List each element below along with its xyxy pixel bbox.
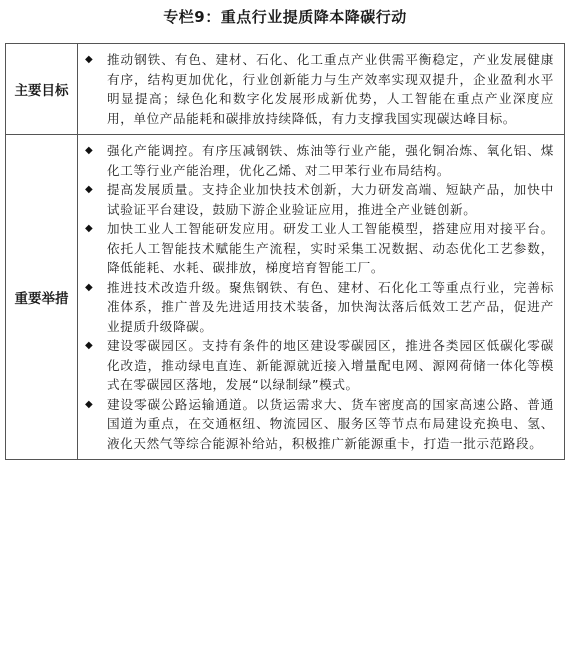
section-row-goals xyxy=(6,44,565,135)
section-row-measures xyxy=(6,135,565,460)
list-item-text: 建设零碳园区。支持有条件的地区建设零碳园区，推进各类园区低碳化零碳化改造，推动绿电直连、新能源就近接入增量配电网、源网荷储一体化等模式在零碳园区落地，发展“以绿制绿”模式。 xyxy=(107,338,554,392)
list-item xyxy=(85,278,554,337)
diamond-bullet-icon: ◆ xyxy=(85,398,94,410)
diamond-bullet-icon: ◆ xyxy=(85,54,94,65)
list-item xyxy=(85,141,554,180)
list-item-text: 加快工业人工智能研发应用。研发工业人工智能模型，搭建应用对接平台。依托人工智能技术赋能生产流程，实时采集工况数据、动态优化工艺参数，降低能耗、水耗、碳排放，梯度培育智能工厂。 xyxy=(107,221,554,275)
diamond-bullet-icon: ◆ xyxy=(85,340,94,351)
list-item-text: 建设零碳公路运输通道。以货运需求大、货车密度高的国家高速公路、普通国道为重点，在交通枢纽、物流园区、服务区等节点布局建设充换电、氢、液化天然气等综合能源补给站，积极推广新能源重卡，打造一批示范路段。 xyxy=(107,396,554,451)
list-item xyxy=(85,395,554,454)
list-item xyxy=(85,336,554,395)
content-table xyxy=(5,43,565,460)
section-label-measures: 重要举措 xyxy=(6,135,78,460)
column-title: 专栏9：重点行业提质降本降碳行动 xyxy=(163,8,407,26)
list-item-text: 强化产能调控。有序压减钢铁、炼油等行业产能，强化铜冶炼、氧化铝、煤化工等行业产能治理，优化乙烯、对二甲苯行业布局结构。 xyxy=(107,143,554,178)
list-item-text: 推进技术改造升级。聚焦钢铁、有色、建材、石化化工等重点行业，完善标准体系，推广普及先进适用技术装备，加快淘汰落后低效工艺产品，促进产业提质升级降碳。 xyxy=(107,279,554,334)
list-item xyxy=(85,219,554,278)
list-item xyxy=(85,180,554,219)
diamond-bullet-icon: ◆ xyxy=(85,223,94,234)
list-item-text: 提高发展质量。支持企业加快技术创新，大力研发高端、短缺产品，加快中试验证平台建设，鼓励下游企业验证应用，推进全产业链创新。 xyxy=(107,182,554,217)
diamond-bullet-icon: ◆ xyxy=(85,281,94,293)
section-content-goals xyxy=(78,44,565,135)
list-item-text: 推动钢铁、有色、建材、石化、化工重点产业供需平衡稳定，产业发展健康有序，结构更加优化，行业创新能力与生产效率实现双提升，企业盈利水平明显提高；绿色化和数字化发展形成新优势，人工智能在重点产业深度应用，单位产品能耗和碳排放持续降低，有力支撑我国实现碳达峰目标。 xyxy=(107,52,554,126)
diamond-bullet-icon: ◆ xyxy=(85,184,94,195)
diamond-bullet-icon: ◆ xyxy=(85,145,94,156)
list-item xyxy=(85,50,554,128)
section-label-goals: 主要目标 xyxy=(6,44,78,135)
section-content-measures xyxy=(78,135,565,460)
